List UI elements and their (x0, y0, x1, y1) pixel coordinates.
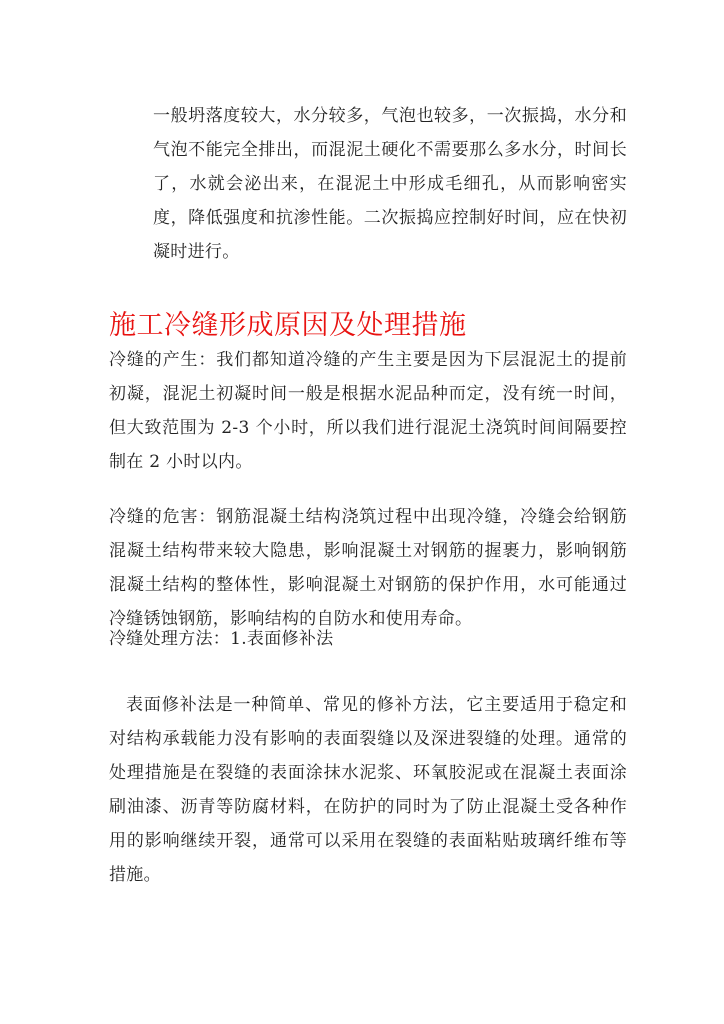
cold-joint-cause-paragraph: 冷缝的产生：我们都知道冷缝的产生主要是因为下层混泥土的提前初凝，混泥土初凝时间一般是根据水泥品种而定，没有统一时间，但大致范围为 2-3 个小时，所以我们进行混泥土浇筑时间间隔要控制在 2 小时以内。 (109, 350, 627, 472)
section-heading: 施工冷缝形成原因及处理措施 (109, 310, 467, 341)
surface-repair-paragraph: 表面修补法是一种简单、常见的修补方法，它主要适用于稳定和对结构承载能力没有影响的表面裂缝以及深进裂缝的处理。通常的处理措施是在裂缝的表面涂抹水泥浆、环氧胶泥或在混凝土表面涂刷油漆、沥青等防腐材料，在防护的同时为了防止混凝土受各种作用的影响继续开裂，通常可以采用在裂缝的表面粘贴玻璃纤维布等措施。 (109, 695, 627, 885)
intro-paragraph: 一般坍落度较大，水分较多，气泡也较多，一次振捣，水分和气泡不能完全排出，而混泥土硬化不需要那么多水分，时间长了，水就会泌出来，在混泥土中形成毛细孔，从而影响密实度，降低强度和抗渗性能。二次振捣应控制好时间，应在快初凝时进行。 (153, 106, 627, 262)
cold-joint-harm-paragraph: 冷缝的危害：钢筋混凝土结构浇筑过程中出现冷缝，冷缝会给钢筋混凝土结构带来较大隐患，影响混凝土对钢筋的握裹力，影响钢筋混凝土结构的整体性，影响混凝土对钢筋的保护作用，水可能通过冷缝锈蚀钢筋，影响结构的自防水和使用寿命。 (109, 507, 627, 629)
treatment-method-title: 冷缝处理方法：1.表面修补法 (109, 629, 334, 649)
